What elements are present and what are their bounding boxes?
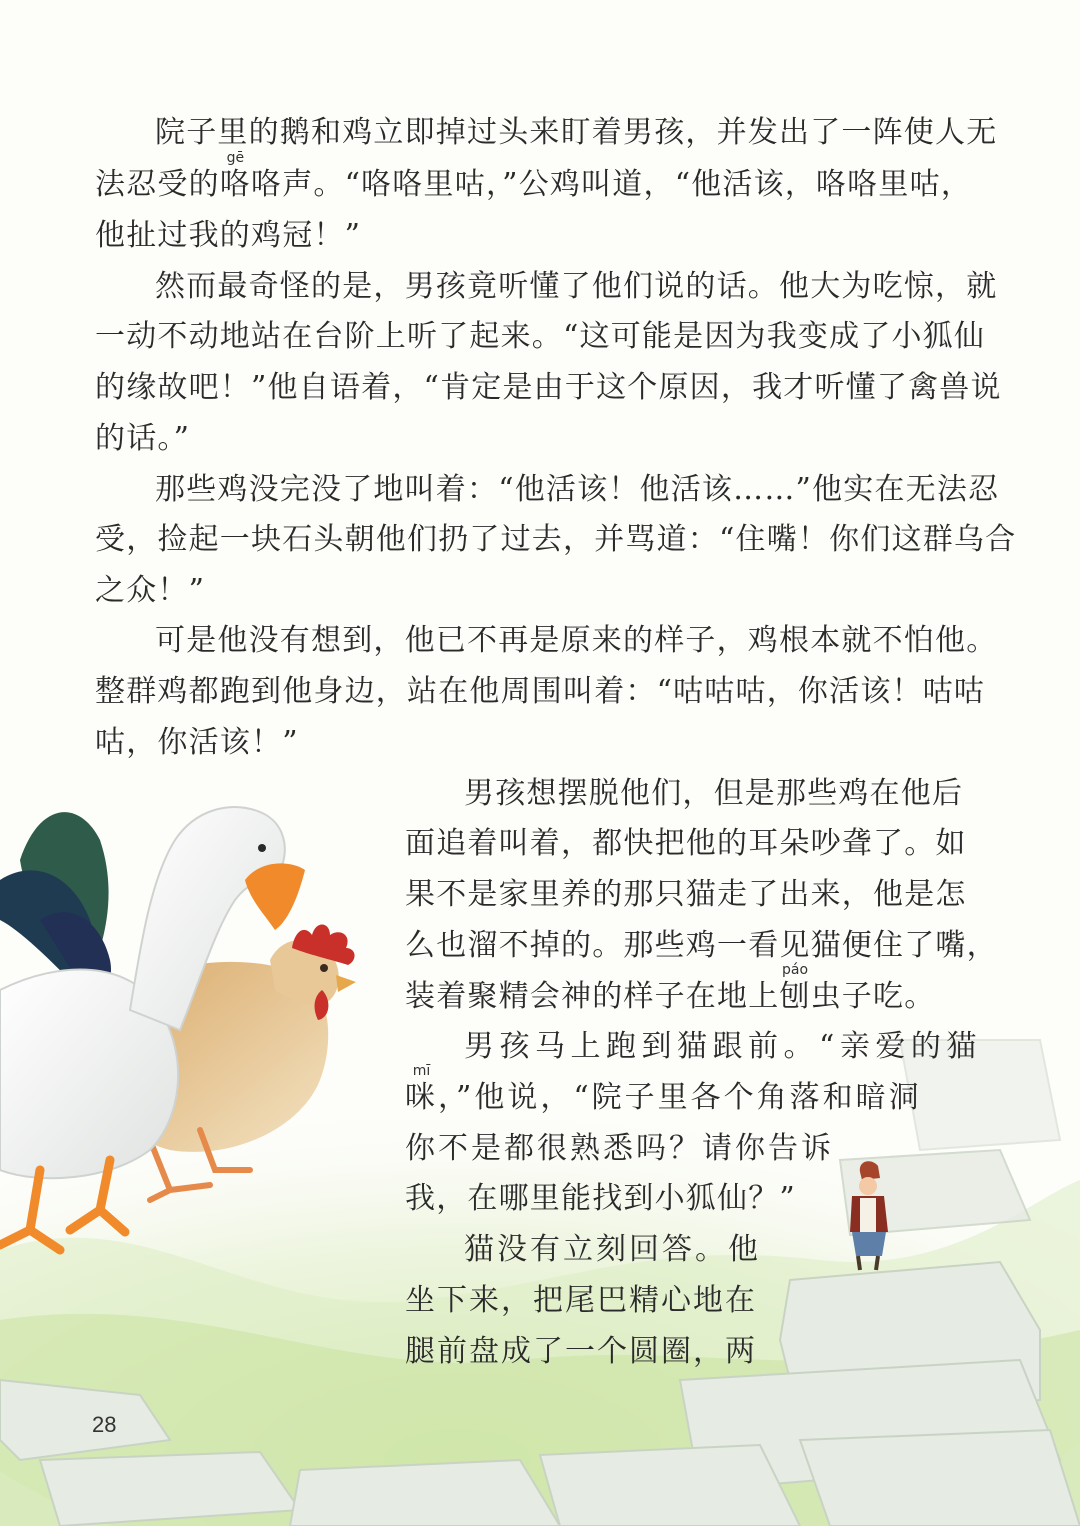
ruby-annotation xyxy=(779,962,811,1014)
paragraph-2-line-2: 一动不动地站在台阶上听了起来。“这可能是因为我变成了小狐仙 xyxy=(95,319,986,354)
ruby-annotation xyxy=(219,150,252,202)
paragraph-4-line-2: 整群鸡都跑到他身边，站在他周围叫着：“咕咕咕，你活该！咕咕 xyxy=(95,674,986,709)
paragraph-2-line-4: 的话。” xyxy=(95,421,191,456)
ruby-char: 刨 xyxy=(779,979,811,1014)
text-segment: 法忍受的 xyxy=(95,167,220,202)
paragraph-4-line-1: 可是他没有想到，他已不再是原来的样子，鸡根本就不怕他。 xyxy=(155,623,998,658)
paragraph-6-line-1: 男孩马上跑到猫跟前。“亲爱的猫 xyxy=(464,1029,982,1064)
paragraph-7-line-3: 腿前盘成了一个圆圈，两 xyxy=(405,1334,757,1369)
paragraph-2-line-3: 的缘故吧！”他自语着，“肯定是由于这个原因，我才听懂了禽兽说 xyxy=(95,370,1002,405)
paragraph-3-line-1: 那些鸡没完没了地叫着：“他活该！他活该……”他实在无法忍 xyxy=(155,472,1000,507)
paragraph-1-line-3: 他扯过我的鸡冠！” xyxy=(95,218,362,253)
paragraph-3-line-3: 之众！” xyxy=(95,573,206,608)
paragraph-6-line-2 xyxy=(405,1063,922,1115)
text-segment: 咯声。“咯咯里咕，”公鸡叫道，“他活该，咯咯里咕， xyxy=(251,167,973,202)
paragraph-1-line-2 xyxy=(95,150,973,202)
paragraph-5-line-3: 果不是家里养的那只猫走了出来，他是怎 xyxy=(405,877,967,912)
pinyin: páo xyxy=(781,962,809,978)
ruby-annotation xyxy=(405,1063,438,1115)
paragraph-5-line-5 xyxy=(405,962,936,1014)
pinyin: gē xyxy=(226,150,245,166)
text-segment: ，”他说，“院子里各个角落和暗洞 xyxy=(438,1080,922,1115)
text-segment: 装着聚精会神的样子在地上 xyxy=(405,979,780,1014)
page-number: 28 xyxy=(92,1412,117,1437)
paragraph-7-line-1: 猫没有立刻回答。他 xyxy=(464,1232,761,1267)
ruby-char: 咪 xyxy=(405,1080,438,1115)
text-segment: 虫子吃。 xyxy=(810,979,936,1014)
paragraph-4-line-3: 咕，你活该！” xyxy=(95,725,299,760)
paragraph-1-line-1: 院子里的鹅和鸡立即掉过头来盯着男孩，并发出了一阵使人无 xyxy=(155,115,998,150)
paragraph-5-line-2: 面追着叫着，都快把他的耳朵吵聋了。如 xyxy=(405,826,967,861)
pinyin: mī xyxy=(412,1063,431,1079)
paragraph-3-line-2: 受，捡起一块石头朝他们扔了过去，并骂道：“住嘴！你们这群乌合 xyxy=(95,522,1017,557)
ruby-char: 咯 xyxy=(219,167,252,202)
paragraph-6-line-3: 你不是都很熟悉吗？请你告诉 xyxy=(405,1131,834,1166)
paragraph-2-line-1: 然而最奇怪的是，男孩竟听懂了他们说的话。他大为吃惊，就 xyxy=(155,269,998,304)
paragraph-5-line-1: 男孩想摆脱他们，但是那些鸡在他后 xyxy=(464,776,964,811)
paragraph-5-line-4: 么也溜不掉的。那些鸡一看见猫便住了嘴， xyxy=(405,928,998,963)
paragraph-6-line-4: 我，在哪里能找到小狐仙？” xyxy=(405,1181,796,1216)
paragraph-7-line-2: 坐下来，把尾巴精心地在 xyxy=(405,1283,757,1318)
